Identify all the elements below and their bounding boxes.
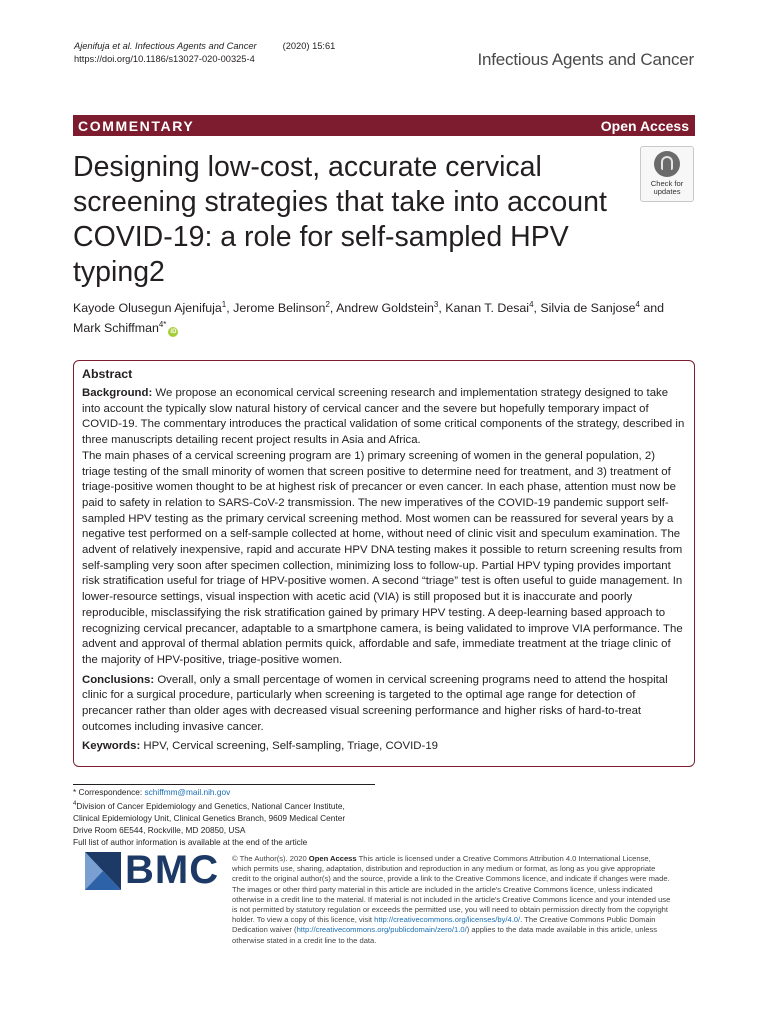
author-affiliation: 4 [529,299,534,309]
article-title: Designing low-cost, accurate cervical screening strategies that take into account COVID-19: a role for self-sampled HPV typing2 [73,151,607,288]
article-type: COMMENTARY [78,117,195,134]
doi-link[interactable]: https://doi.org/10.1186/s13027-020-00325-4 [74,54,255,64]
correspondence-email[interactable]: schiffmm@mail.nih.gov [144,787,231,797]
author-affiliation: 4* [158,319,167,329]
affiliation-line: Drive Room 6E544, Rockville, MD 20850, USA [73,824,246,835]
license-link-by[interactable]: http://creativecommons.org/licenses/by/4.0/ [374,915,521,925]
full-author-info-note: Full list of author information is available at the end of the article [73,836,308,847]
citation-year: (2020) 15:61 [282,41,336,51]
bmc-logo-text: BMC [125,848,220,892]
orcid-icon[interactable]: iD [170,329,177,335]
footnotes [73,786,393,848]
author-affiliation: 1 [221,299,227,309]
citation-header [74,40,335,66]
abstract-keywords [82,739,686,755]
license-text-2: . The Creative Commons Public Domain Dedication waiver ( [232,915,656,935]
author-name[interactable]: Silvia de Sanjose [540,301,636,315]
author-name[interactable]: Mark Schiffman [73,321,159,335]
crossmark-line1: Check for [650,179,684,188]
bmc-logo [85,848,220,892]
author-name[interactable]: Andrew Goldstein [336,301,434,315]
crossmark-line2: updates [653,187,681,196]
license-link-zero[interactable]: http://creativecommons.org/publicdomain/zero/1.0/ [296,925,467,935]
crossmark-icon [654,151,680,177]
author-name[interactable]: Jerome Belinson [233,301,326,315]
conclusions-text: Overall, only a small percentage of women in cervical screening programs need to attend the hospital clinic for a surgical procedure, particularly when screening is targeted to the optimal age range for detection of precancer rather than older ages with decreased visual screening performance and higher risks of hard-to-treat outcomes including invasive cancer. [82,673,668,733]
open-access-label: Open Access [600,117,689,134]
license-text-1: This article is licensed under a Creative Commons Attribution 4.0 International License, which permits use, sharing, adaptation, distribution and reproduction in any medium or format, as long as you give appropriate credit to the original author(s) and the source, provide a link to the Creative Commons licence, and indicate if changes were made. The images or other third party material in this article are included in the article's Creative Commons licence, unless indicated otherwise in a credit line to the material. If material is not included in the article's Creative Commons licence and your intended use is not permitted by statutory regulation or exceeds the permitted use, you will need to obtain permission directly from the copyright holder. To view a copy of this licence, visit [232,854,671,925]
keywords-text: HPV, Cervical screening, Self-sampling, Triage, COVID-19 [140,740,438,753]
abstract-box [73,360,695,767]
author-affiliation: 3 [433,299,439,309]
author-affiliation: 4 [635,299,640,309]
conclusions-label: Conclusions: [82,673,155,686]
abstract-heading: Abstract [82,367,133,381]
authors-and: and [643,301,665,315]
article-type-banner [73,115,695,136]
author-affiliation: 2 [325,299,330,309]
license-open-access: Open Access [308,854,357,863]
affiliation-line: Clinical Epidemiology Unit, Clinical Genetics Branch, 9609 Medical Center [73,812,346,823]
check-for-updates-badge[interactable] [640,146,694,202]
correspondence-label: * Correspondence: [73,787,145,797]
background-label: Background: [82,387,153,399]
license-notice [232,854,672,946]
journal-name: Infectious Agents and Cancer [477,50,694,69]
author-name[interactable]: Kanan T. Desai [445,301,530,315]
citation-authors: Ajenifuja et al. Infectious Agents and Cancer [74,41,257,51]
keywords-label: Keywords: [82,740,141,753]
license-text-3: ) applies to the data made available in this article, unless otherwise stated in a credit line to the data. [232,925,658,945]
license-copyright: © The Author(s). 2020 [232,854,309,863]
abstract-conclusions [82,673,686,736]
abstract-background [82,386,686,449]
author-list: Kayode Olusegun Ajenifuja$^1$, Jerome Belinson$^2$, Andrew Goldstein$^3$, Kanan T. Desai$^4$, Silvia de Sanjose$^4$ and Mark Schiffman$^{4*}$iD [73,299,665,335]
affiliation-number: 4 [73,801,77,807]
bmc-logo-mark [85,852,121,890]
affiliation-line: Division of Cancer Epidemiology and Genetics, National Cancer Institute, [76,800,345,811]
background-text: We propose an economical cervical screening research and implementation strategy designed to take into account the typically slow natural history of cervical cancer and the severe but hopefully temporary impact of COVID-19. The commentary introduces the practical validation of some critical components of the strategy, described in three manuscripts detailing recent project results in Asia and Africa. [82,387,685,447]
footnote-divider [73,784,375,785]
abstract-main-text: The main phases of a cervical screening program are 1) primary screening of women in the general population, 2) triage testing of the small minority of women that screen positive to determine need for treatment, and 3) treatment of triage-positive women thought to be at highest risk of precancer or even cancer. In each phase, attention must now be paid to safety in relation to SARS-CoV-2 transmission. The new imperatives of the COVID-19 pandemic support self-sampled HPV testing as the primary cervical screening method. Most women can be reassured for several years by a negative test performed on a self-sample collected at home, without need of clinic visit and speculum examination. The advent of relatively inexpensive, rapid and accurate HPV DNA testing makes it possible to return screening results from self-sampling very soon after specimen collection, minimizing loss to follow-up. Partial HPV typing provides important risk stratification useful for triage of HPV-positive women. A second “triage” test is often useful to guide management. In lower-resource settings, visual inspection with acetic acid (VIA) is still proposed but it is inaccurate and poorly reproducible, misclassifying the risk stratification gained by primary HPV testing. A deep-learning based approach to recognizing cervical precancer, adaptable to a smartphone camera, is being validated to improve VIA performance. The advent and approval of thermal ablation permits quick, affordable and safe, immediate treatment at the triage clinic of the majority of HPV-positive, triage-positive women. [82,449,683,666]
author-name[interactable]: Kayode Olusegun Ajenifuja [73,301,222,315]
